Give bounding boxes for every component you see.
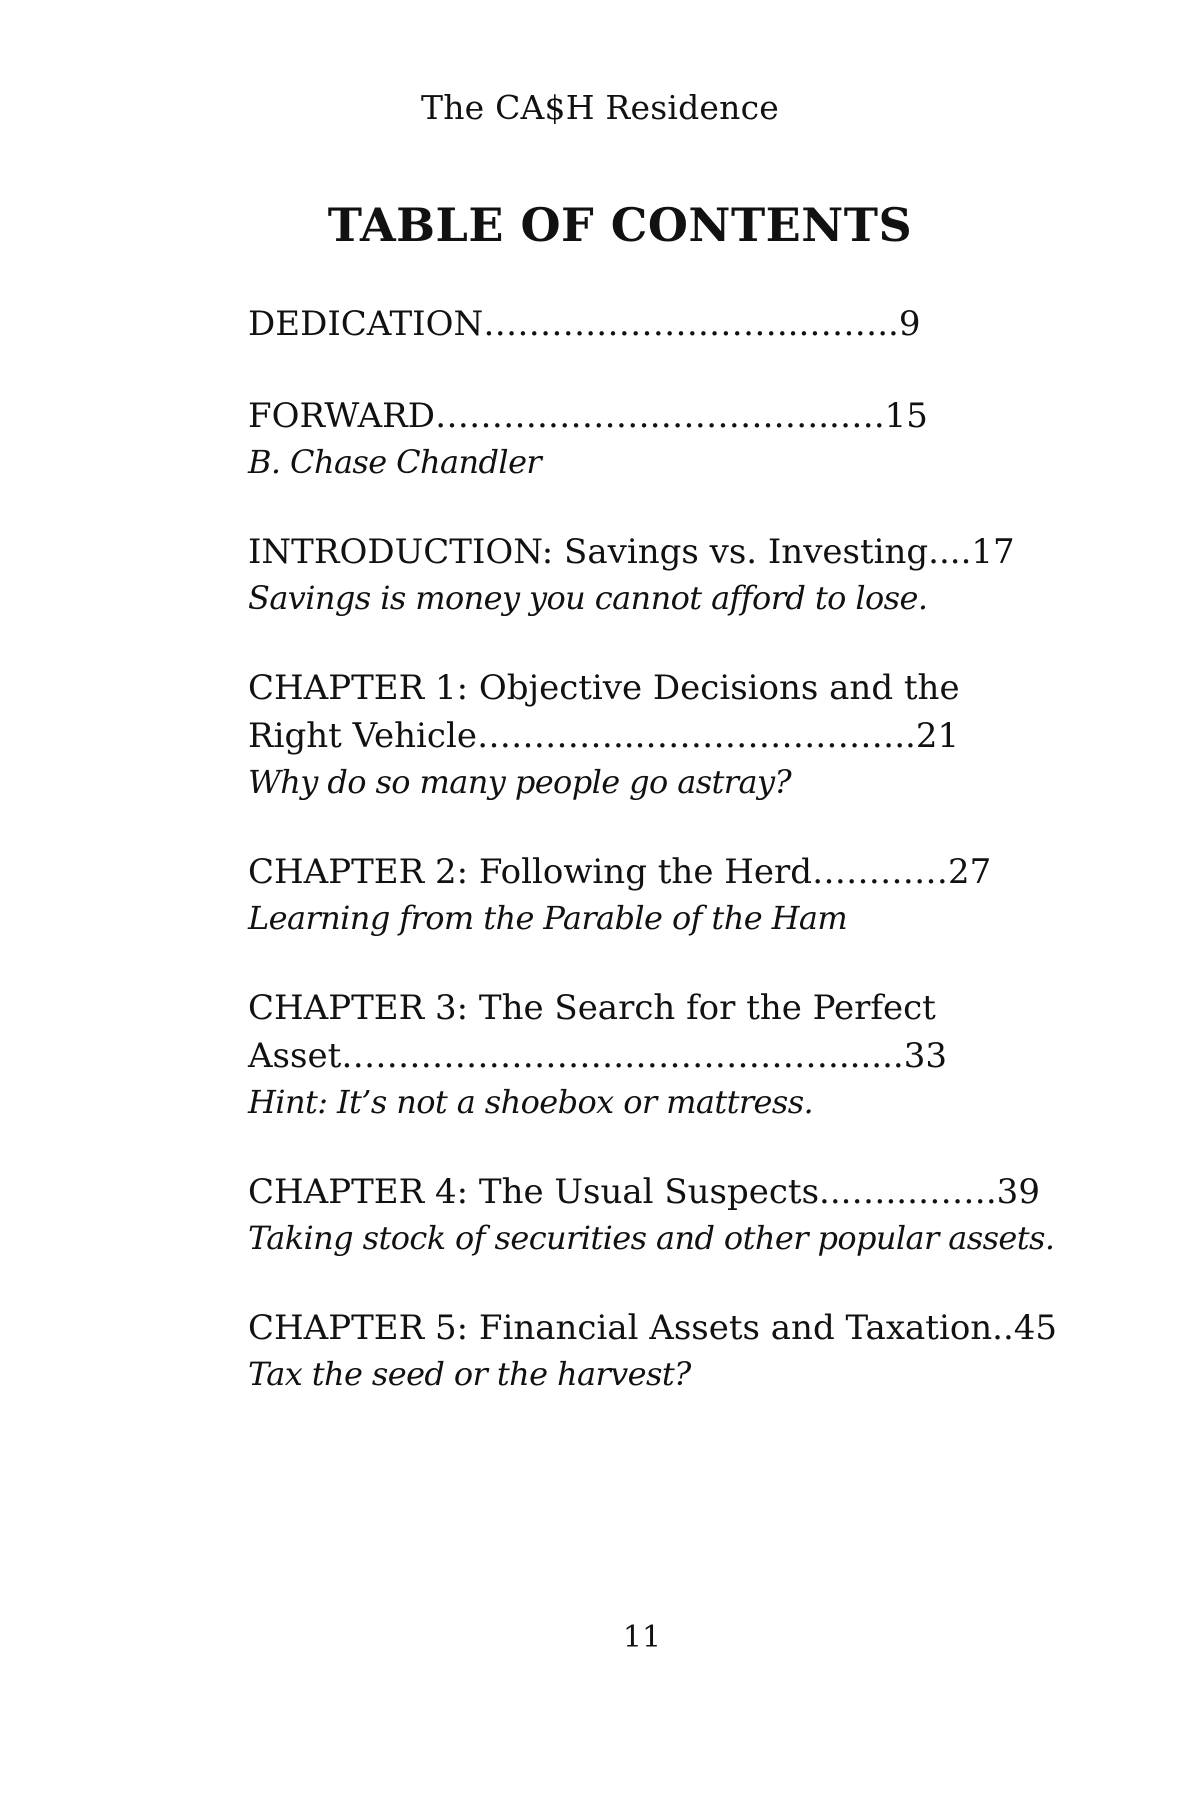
toc-entry-line: CHAPTER 5: Financial Assets and Taxation..45 (248, 1308, 1058, 1348)
toc-entry-subtitle: Taking stock of securities and other popular assets. (248, 1219, 1055, 1257)
page-number: 11 (622, 1620, 662, 1655)
toc-entry-line: CHAPTER 2: Following the Herd…………27 (248, 852, 992, 892)
toc-entry-forward (248, 392, 988, 484)
running-head: The CA$H Residence (420, 88, 779, 127)
toc-entry-chapter-4 (248, 1168, 1055, 1260)
toc-entry-subtitle: Hint: It’s not a shoebox or mattress. (248, 1083, 814, 1121)
toc-entry-line: Right Vehicle…………...…………….……..21 (248, 716, 960, 756)
toc-entry-subtitle: Savings is money you cannot afford to lose. (248, 579, 928, 617)
toc-entry-line: CHAPTER 4: The Usual Suspects...…...…….39 (248, 1172, 1040, 1212)
toc-entry-line: FORWARD……….……….……….…...….15 (248, 396, 928, 436)
toc-entry-introduction (248, 528, 1015, 620)
toc-entry-chapter-2 (248, 848, 992, 940)
toc-entry-chapter-3 (248, 984, 988, 1124)
toc-entry-line: DEDICATION……….……….……...……..9 (248, 304, 921, 344)
toc-entry-line: INTRODUCTION: Savings vs. Investing....17 (248, 532, 1015, 572)
toc-entry-line: Asset…………………….……………….......33 (248, 1036, 947, 1076)
toc-entry-dedication (248, 300, 988, 348)
toc-entry-chapter-5 (248, 1304, 1058, 1396)
toc-entry-subtitle: Why do so many people go astray? (248, 763, 792, 801)
toc-entry-subtitle: Tax the seed or the harvest? (248, 1355, 691, 1393)
toc-entry-subtitle: Learning from the Parable of the Ham (248, 899, 848, 937)
toc-entry-subtitle: B. Chase Chandler (248, 443, 542, 481)
toc-entry-chapter-1 (248, 664, 988, 804)
toc-title: TABLE OF CONTENTS (327, 198, 913, 252)
toc-entry-line: CHAPTER 3: The Search for the Perfect (248, 988, 936, 1028)
table-of-contents (248, 300, 1058, 1440)
toc-entry-line: CHAPTER 1: Objective Decisions and the (248, 668, 960, 708)
